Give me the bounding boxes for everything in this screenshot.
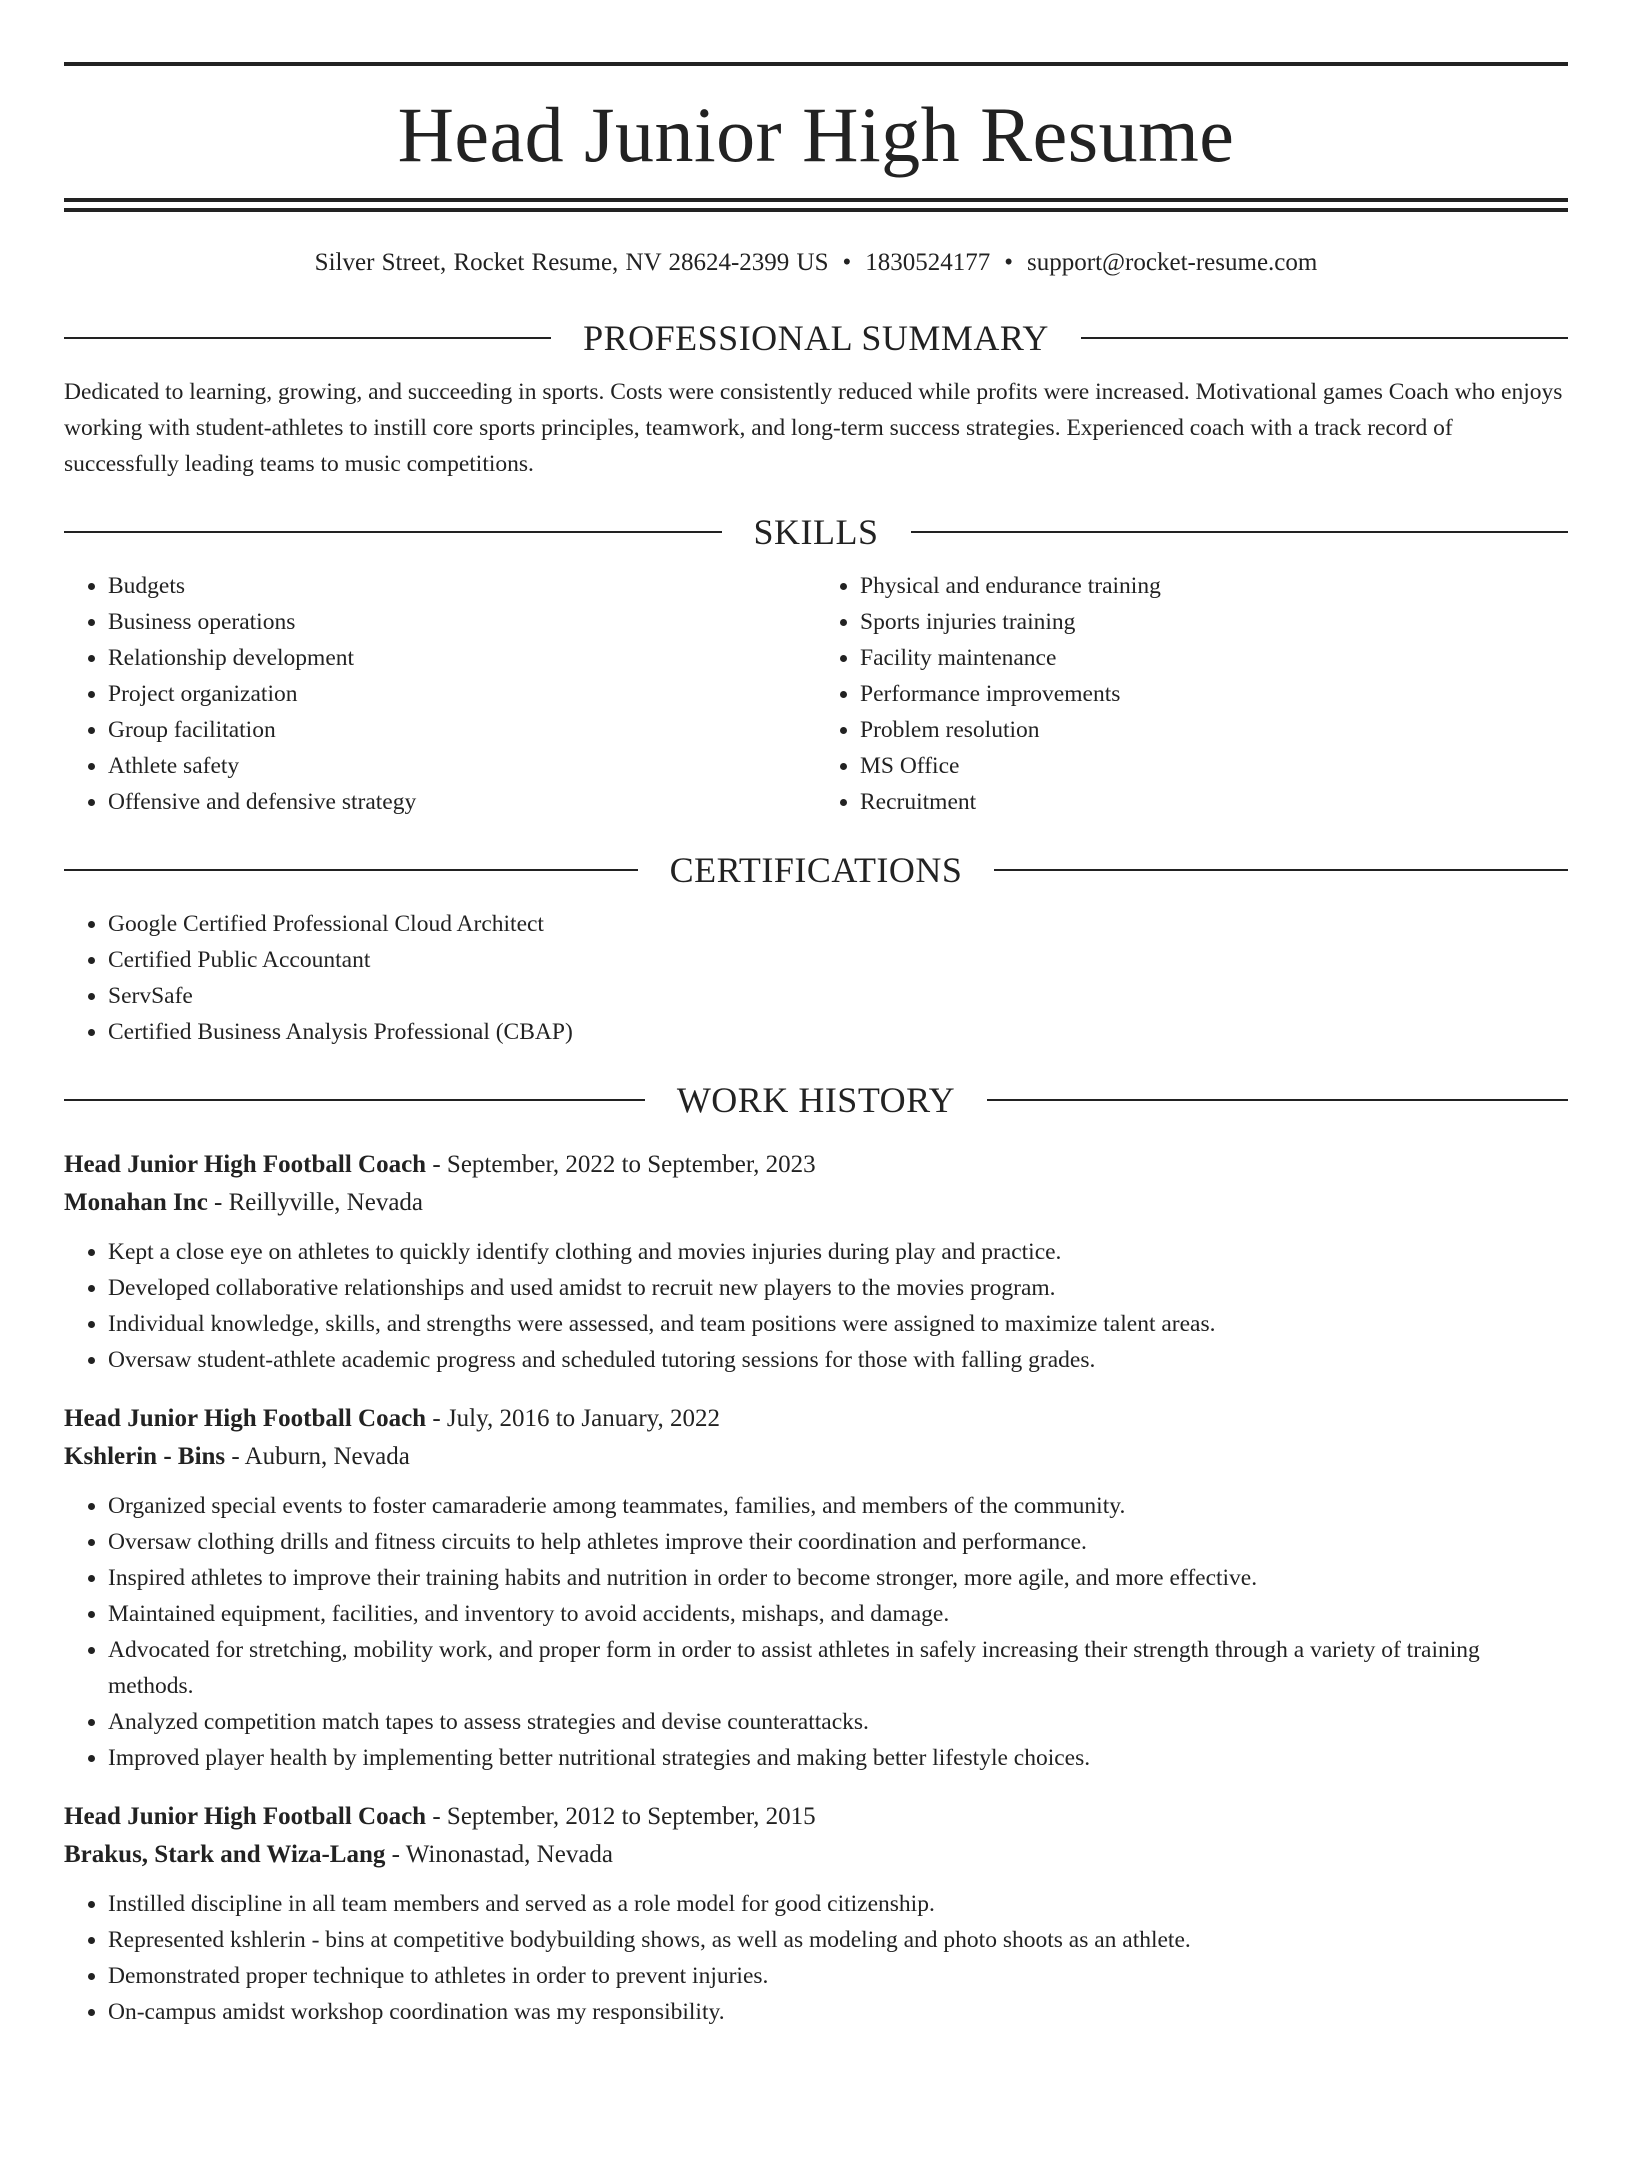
job-bullet: • Analyzed competition match tapes to assess strategies and devise counterattacks.: [108, 1704, 1568, 1740]
job-role: Head Junior High Football Coach: [64, 1803, 427, 1830]
section-rule: [64, 869, 638, 871]
job-entry: [64, 1400, 1568, 1776]
skills-list-right: [816, 568, 1568, 820]
section-rule: [64, 337, 551, 339]
top-rule: [64, 62, 1568, 66]
section-header-summary: [64, 316, 1568, 360]
job-location: - Reillyville, Nevada: [207, 1189, 424, 1216]
job-title-line: [64, 1400, 1568, 1438]
summary-text: Dedicated to learning, growing, and succeeding in sports. Costs were consistently reduced while profits were increased. Motivational games Coach who enjoys working with student-athletes to instill core sports principles, teamwork, and long-term success strategies. Experienced coach with a track record of successfully leading teams to music competitions.: [64, 379, 1563, 477]
skill-item: • Physical and endurance training: [860, 568, 1568, 604]
section-rule: [994, 869, 1568, 871]
job-dates: - September, 2022 to September, 2023: [426, 1151, 816, 1178]
job-title-line: [64, 1798, 1568, 1836]
job-title-line: [64, 1146, 1568, 1184]
certification-item: • Certified Business Analysis Professional (CBAP): [108, 1014, 1568, 1050]
job-bullet: • Instilled discipline in all team members and served as a role model for good citizenship.: [108, 1886, 1568, 1922]
section-header-certifications: [64, 848, 1568, 892]
section-header-work-history: [64, 1078, 1568, 1122]
section-rule: [987, 1099, 1568, 1101]
job-bullets: [64, 1886, 1568, 2030]
skill-item: • Recruitment: [860, 784, 1568, 820]
job-company: Kshlerin - Bins: [64, 1443, 226, 1470]
skill-item: • Project organization: [108, 676, 816, 712]
job-company: Brakus, Stark and Wiza-Lang: [64, 1841, 386, 1868]
skill-item: • Offensive and defensive strategy: [108, 784, 816, 820]
certification-item: • Google Certified Professional Cloud Architect: [108, 906, 1568, 942]
contact-separator: •: [842, 249, 852, 276]
job-bullet: • Represented kshlerin - bins at competitive bodybuilding shows, as well as modeling and photo shoots as an athlete.: [108, 1922, 1568, 1958]
job-company: Monahan Inc: [64, 1189, 208, 1216]
job-dates: - July, 2016 to January, 2022: [426, 1405, 721, 1432]
skill-item: • Budgets: [108, 568, 816, 604]
skill-item: • Sports injuries training: [860, 604, 1568, 640]
job-bullet: • Inspired athletes to improve their training habits and nutrition in order to become stronger, more agile, and more effective.: [108, 1560, 1568, 1596]
skill-item: • Athlete safety: [108, 748, 816, 784]
section-rule: [64, 1099, 645, 1101]
contact-email: support@rocket-resume.com: [1027, 249, 1318, 276]
job-company-line: [64, 1184, 1568, 1222]
job-company-line: [64, 1438, 1568, 1476]
job-location: - Winonastad, Nevada: [385, 1841, 614, 1868]
skill-item: • Problem resolution: [860, 712, 1568, 748]
contact-separator: •: [1004, 249, 1014, 276]
job-bullet: • Demonstrated proper technique to athletes in order to prevent injuries.: [108, 1958, 1568, 1994]
contact-address: Silver Street, Rocket Resume, NV 28624-2399 US: [314, 249, 829, 276]
certifications-list: [64, 906, 1568, 1050]
section-title-certifications: CERTIFICATIONS: [669, 850, 963, 890]
job-bullet: • Oversaw student-athlete academic progress and scheduled tutoring sessions for those with falling grades.: [108, 1342, 1568, 1378]
job-role: Head Junior High Football Coach: [64, 1151, 427, 1178]
skill-item: • Relationship development: [108, 640, 816, 676]
contact-line: [64, 246, 1568, 280]
job-role: Head Junior High Football Coach: [64, 1405, 427, 1432]
section-title-skills: SKILLS: [753, 512, 879, 552]
job-company-line: [64, 1836, 1568, 1874]
job-bullet: • Maintained equipment, facilities, and inventory to avoid accidents, mishaps, and damage.: [108, 1596, 1568, 1632]
job-bullet: • Kept a close eye on athletes to quickly identify clothing and movies injuries during play and practice.: [108, 1234, 1568, 1270]
job-location: - Auburn, Nevada: [225, 1443, 410, 1470]
section-header-skills: [64, 510, 1568, 554]
skills-list-left: [64, 568, 816, 820]
job-bullet: • Developed collaborative relationships and used amidst to recruit new players to the movies program.: [108, 1270, 1568, 1306]
job-bullet: • Oversaw clothing drills and fitness circuits to help athletes improve their coordination and performance.: [108, 1524, 1568, 1560]
job-entry: [64, 1798, 1568, 2030]
skill-item: • Facility maintenance: [860, 640, 1568, 676]
work-history-list: [64, 1146, 1568, 2030]
skill-item: • MS Office: [860, 748, 1568, 784]
contact-phone: 1830524177: [865, 249, 991, 276]
section-rule: [1081, 337, 1568, 339]
title-double-rule: [64, 198, 1568, 212]
job-bullet: • Advocated for stretching, mobility work, and proper form in order to assist athletes in safely increasing their strength through a variety of training methods.: [108, 1632, 1568, 1704]
skill-item: • Business operations: [108, 604, 816, 640]
job-bullet: • Improved player health by implementing better nutritional strategies and making better lifestyle choices.: [108, 1740, 1568, 1776]
section-rule: [64, 531, 722, 533]
skill-item: • Performance improvements: [860, 676, 1568, 712]
section-title-work-history: WORK HISTORY: [676, 1080, 956, 1120]
job-bullets: [64, 1234, 1568, 1378]
section-title-summary: PROFESSIONAL SUMMARY: [583, 318, 1049, 358]
job-entry: [64, 1146, 1568, 1378]
section-rule: [911, 531, 1569, 533]
certification-item: • ServSafe: [108, 978, 1568, 1014]
skills-columns: [64, 568, 1568, 820]
resume-title: Head Junior High Resume: [397, 91, 1235, 178]
job-bullet: • Organized special events to foster camaraderie among teammates, families, and members of the community.: [108, 1488, 1568, 1524]
job-dates: - September, 2012 to September, 2015: [426, 1803, 816, 1830]
job-bullet: • On-campus amidst workshop coordination was my responsibility.: [108, 1994, 1568, 2030]
job-bullet: • Individual knowledge, skills, and strengths were assessed, and team positions were assigned to maximize talent areas.: [108, 1306, 1568, 1342]
job-bullets: [64, 1488, 1568, 1776]
skill-item: • Group facilitation: [108, 712, 816, 748]
certification-item: • Certified Public Accountant: [108, 942, 1568, 978]
resume-page: [0, 62, 1632, 2174]
